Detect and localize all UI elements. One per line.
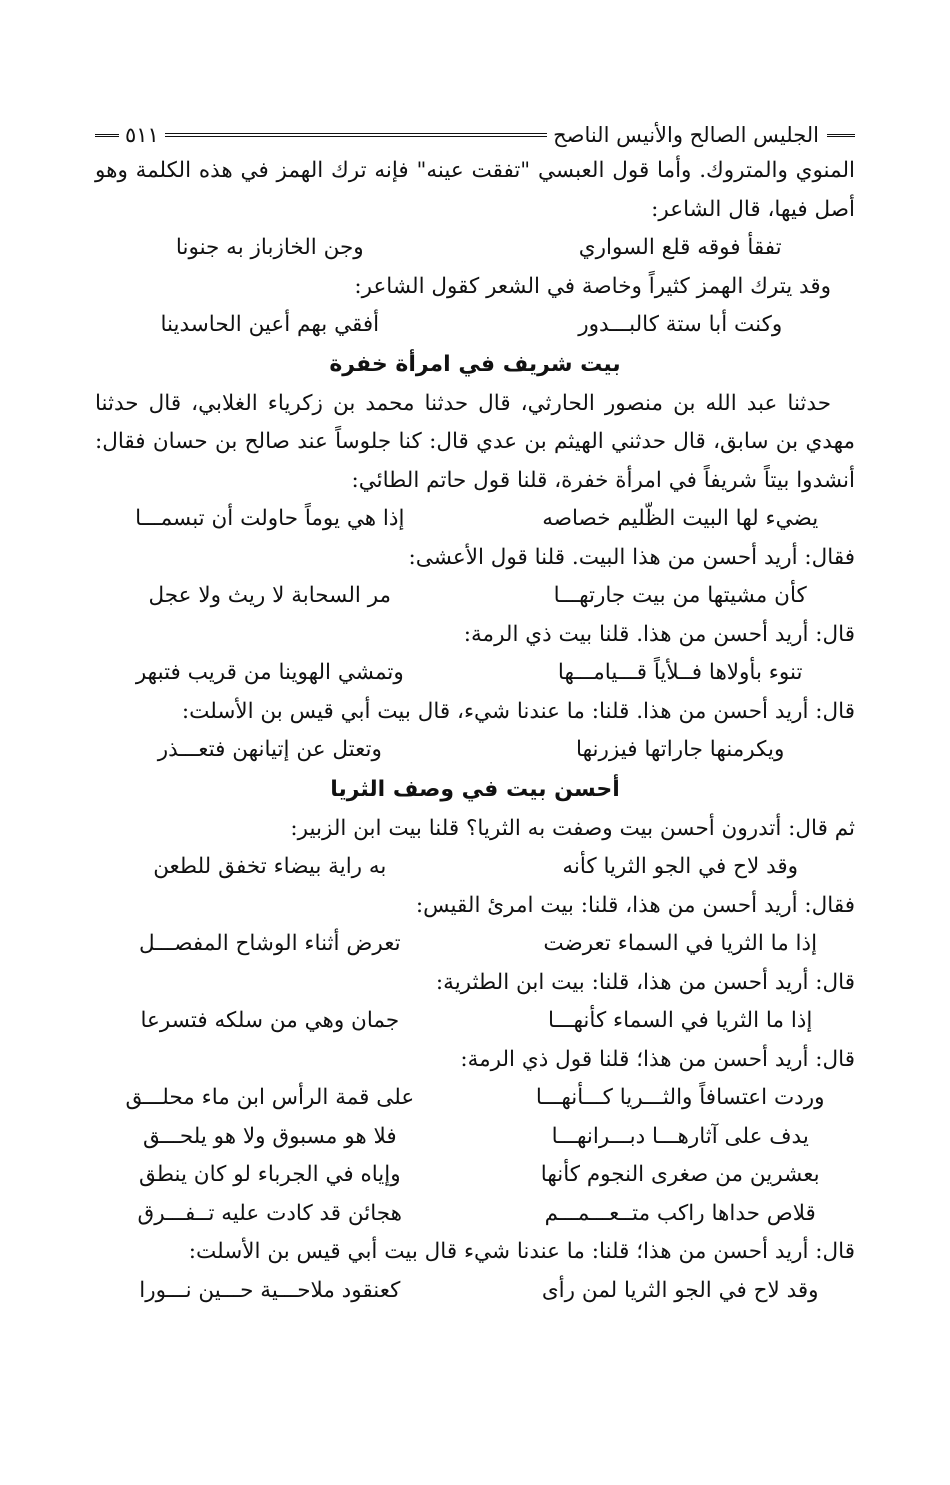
header-rule — [165, 133, 547, 137]
header-title: الجليس الصالح والأنيس الناصح — [553, 123, 819, 147]
paragraph: قال: أريد أحسن من هذا، قلنا: بيت ابن الطثرية: — [435, 969, 855, 995]
page-number: ٥١١ — [125, 123, 159, 147]
verse-second-hemistich: أفقي بهم أعين الحاسدينا — [160, 312, 380, 337]
verse-first-hemistich: كأن مشيتها من بيت جارتهـــا — [553, 583, 807, 608]
verse-second-hemistich: وتمشي الهوينا من قريب فتبهر — [135, 660, 404, 685]
verse-first-hemistich: وردت اعتسافاً والثـــريا كـــأنهـــا — [535, 1085, 825, 1110]
verse-second-hemistich: فلا هو مسبوق ولا هو يلحـــق — [143, 1123, 397, 1149]
verse-second-hemistich: هجائن قد كادت عليه تــفـــرق — [137, 1200, 403, 1226]
paragraph: قال: أريد أحسن من هذا؛ قلنا قول ذي الرمة: — [460, 1046, 855, 1072]
verse-first-hemistich: وكنت أبا ستة كالبـــدور — [578, 312, 783, 337]
verse-first-hemistich: بعشرين من صغرى النجوم كأنها — [540, 1162, 820, 1187]
verse-second-hemistich: جمان وهي من سلكه فتسرعا — [140, 1008, 400, 1033]
verse-first-hemistich: وقد لاح في الجو الثريا كأنه — [562, 854, 799, 879]
verse-line — [95, 1079, 855, 1118]
paragraph: فقال: أريد أحسن من هذا، قلنا: بيت امرئ القيس: — [415, 892, 855, 918]
page-body — [95, 152, 855, 1310]
verse-line — [95, 306, 855, 345]
section-heading: أحسن بيت في وصف الثريا — [330, 776, 620, 802]
verse-first-hemistich: وقد لاح في الجو الثريا لمن رأى — [541, 1277, 819, 1303]
paragraph: فقال: أريد أحسن من هذا البيت. قلنا قول الأعشى: — [408, 544, 855, 570]
verse-first-hemistich: تنوء بأولاها فــلأياً قـــيامـــها — [557, 660, 803, 685]
header-dash-left — [95, 134, 119, 137]
verse-line — [95, 654, 855, 693]
paragraph: حدثنا عبد الله بن منصور الحارثي، قال حدثنا محمد بن زكرياء الغلابي، قال حدثنا مهدي بن سابق، قال حدثني الهيثم بن عدي قال: كنا جلوساً عند صالح بن حسان فقال: أنشدوا بيتاً شريفاً في امرأة خفرة، قلنا قول حاتم الطائي: — [95, 390, 855, 493]
verse-line — [95, 1002, 855, 1041]
header-dash-right — [827, 134, 855, 137]
book-page — [95, 118, 855, 1310]
verse-line — [95, 1195, 855, 1234]
verse-line — [95, 1118, 855, 1157]
verse-second-hemistich: كعنقود ملاحـــية حـــين نـــورا — [139, 1277, 401, 1303]
paragraph: ثم قال: أتدرون أحسن بيت وصفت به الثريا؟ قلنا بيت ابن الزبير: — [290, 815, 855, 841]
verse-second-hemistich: به راية بيضاء تخفق للطعن — [153, 854, 387, 879]
verse-line — [95, 731, 855, 770]
running-header — [95, 118, 855, 152]
verse-second-hemistich: وجن الخازباز به جنونا — [175, 235, 364, 260]
section-heading: بيت شريف في امرأة خفرة — [329, 351, 621, 377]
verse-first-hemistich: إذا ما الثريا في السماء كأنهـــا — [548, 1008, 813, 1033]
verse-line — [95, 229, 855, 268]
verse-second-hemistich: على قمة الرأس ابن ماء محلـــق — [125, 1085, 415, 1110]
verse-second-hemistich: إذا هي يوماً حاولت أن تبسمـــا — [135, 506, 405, 531]
verse-line — [95, 848, 855, 887]
verse-first-hemistich: يدف على آثارهـــا دبـــرانهـــا — [551, 1123, 809, 1149]
verse-second-hemistich: وتعتل عن إتيانهن فتعـــذر — [157, 737, 382, 762]
verse-second-hemistich: تعرض أثناء الوشاح المفصـــل — [139, 931, 401, 956]
verse-line — [95, 577, 855, 616]
verse-line — [95, 1272, 855, 1311]
paragraph: المنوي والمتروك. وأما قول العبسي "تفقت عينه" فإنه ترك الهمز في هذه الكلمة وهو أصل فيها، قال الشاعر: — [95, 158, 855, 222]
verse-second-hemistich: مر السحابة لا ريث ولا عجل — [148, 583, 392, 608]
verse-line — [95, 925, 855, 964]
paragraph: وقد يترك الهمز كثيراً وخاصة في الشعر كقول الشاعر: — [354, 273, 831, 299]
paragraph: قال: أريد أحسن من هذا. قلنا بيت ذي الرمة: — [463, 621, 855, 647]
verse-line — [95, 500, 855, 539]
paragraph: قال: أريد أحسن من هذا؛ قلنا: ما عندنا شيء قال بيت أبي قيس بن الأسلت: — [188, 1239, 855, 1264]
verse-first-hemistich: إذا ما الثريا في السماء تعرضت — [543, 931, 818, 956]
verse-second-hemistich: وإياه في الجرباء لو كان ينطق — [138, 1162, 401, 1187]
verse-first-hemistich: قلاص حداها راكب متــعـــمـــم — [544, 1200, 816, 1226]
verse-first-hemistich: تفقأ فوقه قلع السواري — [578, 235, 782, 260]
paragraph: قال: أريد أحسن من هذا. قلنا: ما عندنا شيء، قال بيت أبي قيس بن الأسلت: — [181, 698, 855, 724]
verse-first-hemistich: يضيء لها البيت الظّليم خصاصه — [542, 506, 819, 531]
verse-line — [95, 1156, 855, 1195]
verse-first-hemistich: ويكرمنها جاراتها فيزرنها — [576, 737, 785, 762]
